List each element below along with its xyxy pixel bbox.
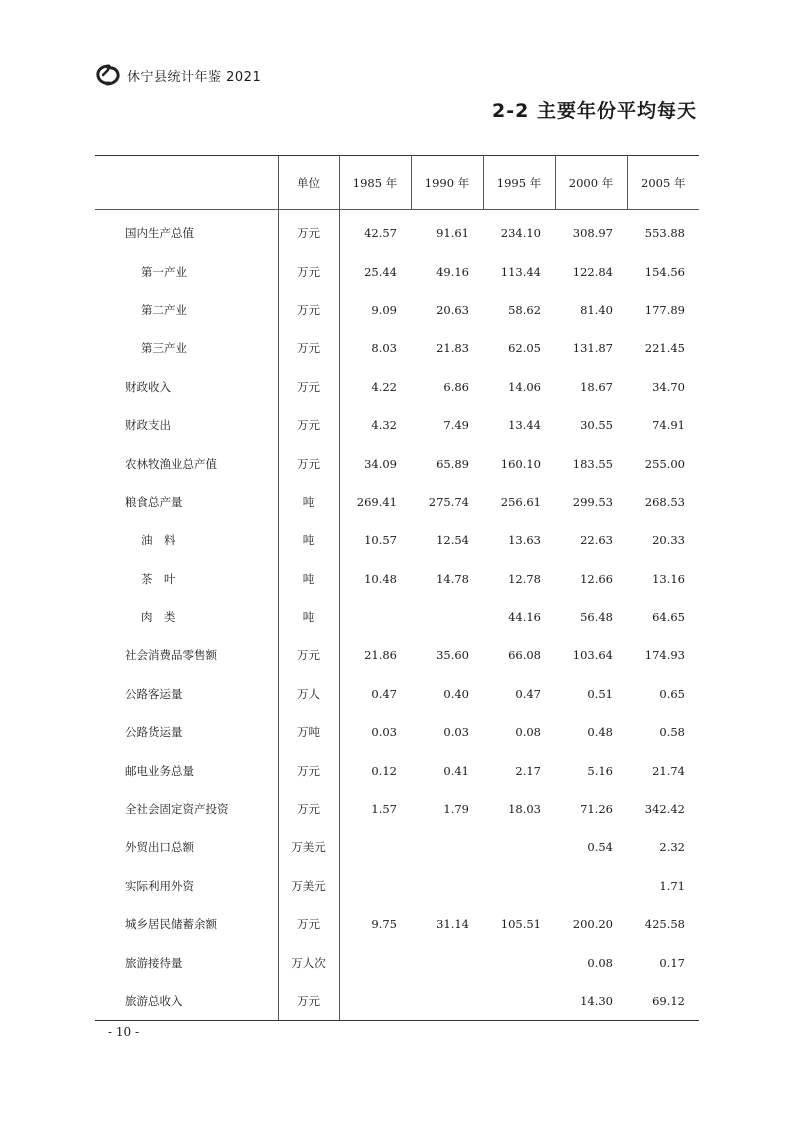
row-unit: 万元 <box>278 790 339 828</box>
value-cell: 0.65 <box>659 686 685 701</box>
value-cell: 13.44 <box>508 418 541 433</box>
value-cell: 1.57 <box>371 802 397 817</box>
value-cell: 14.78 <box>436 571 469 586</box>
value-cell: 25.44 <box>364 264 397 279</box>
row-label: 财政支出 <box>125 418 171 433</box>
value-cell: 31.14 <box>436 917 469 932</box>
value-cell: 65.89 <box>436 456 469 471</box>
value-cell: 18.67 <box>580 379 613 394</box>
value-cell: 0.47 <box>515 686 541 701</box>
row-label: 财政收入 <box>125 379 171 394</box>
row-unit: 万元 <box>278 905 339 943</box>
table-row <box>95 210 699 253</box>
value-cell: 9.09 <box>371 302 397 317</box>
value-cell: 269.41 <box>356 494 397 509</box>
row-label: 邮电业务总量 <box>125 763 194 778</box>
value-cell: 342.42 <box>644 802 685 817</box>
table-header-row <box>95 156 699 210</box>
row-unit: 万元 <box>278 368 339 406</box>
table-row <box>95 713 699 751</box>
value-cell: 49.16 <box>436 264 469 279</box>
value-cell: 9.75 <box>371 917 397 932</box>
value-cell: 0.51 <box>587 686 613 701</box>
row-label: 第一产业 <box>141 264 187 279</box>
value-cell: 0.41 <box>443 763 469 778</box>
value-cell: 69.12 <box>627 982 699 1021</box>
value-cell: 2.32 <box>659 840 685 855</box>
row-unit: 万人 <box>278 675 339 713</box>
value-cell: 308.97 <box>572 226 613 241</box>
value-cell: 34.70 <box>652 379 685 394</box>
value-cell: 0.47 <box>371 686 397 701</box>
value-cell: 6.86 <box>443 379 469 394</box>
value-cell: 177.89 <box>644 302 685 317</box>
yearbook-logo-icon <box>95 63 121 87</box>
value-cell <box>339 867 411 905</box>
row-label: 城乡居民储蓄余额 <box>125 917 217 932</box>
value-cell: 21.86 <box>364 648 397 663</box>
page-title: 2-2 主要年份平均每天 <box>492 100 697 122</box>
value-cell: 81.40 <box>580 302 613 317</box>
value-cell: 268.53 <box>644 494 685 509</box>
value-cell: 131.87 <box>572 341 613 356</box>
column-header-year: 1985 年 <box>339 156 411 210</box>
value-cell: 12.66 <box>580 571 613 586</box>
column-header-unit: 单位 <box>278 156 339 210</box>
table-row <box>95 560 699 598</box>
yearbook-header <box>95 62 261 88</box>
value-cell: 0.08 <box>515 725 541 740</box>
row-label: 国内生产总值 <box>125 226 194 241</box>
value-cell <box>339 598 411 636</box>
value-cell: 0.58 <box>659 725 685 740</box>
table-row <box>95 291 699 329</box>
value-cell: 0.54 <box>587 840 613 855</box>
table-row <box>95 675 699 713</box>
row-label: 公路客运量 <box>125 686 183 701</box>
value-cell: 122.84 <box>572 264 613 279</box>
row-label: 粮食总产量 <box>125 494 183 509</box>
value-cell: 1.71 <box>659 878 685 893</box>
table-row <box>95 483 699 521</box>
value-cell: 35.60 <box>436 648 469 663</box>
value-cell: 299.53 <box>572 494 613 509</box>
value-cell: 113.44 <box>500 264 541 279</box>
table-row <box>95 943 699 981</box>
row-unit: 万元 <box>278 210 339 253</box>
row-unit: 万元 <box>278 406 339 444</box>
value-cell: 275.74 <box>428 494 469 509</box>
value-cell: 42.57 <box>364 226 397 241</box>
value-cell: 30.55 <box>580 418 613 433</box>
row-unit: 万元 <box>278 982 339 1021</box>
row-unit: 万美元 <box>278 867 339 905</box>
value-cell: 0.03 <box>371 725 397 740</box>
row-label: 茶 叶 <box>141 571 176 586</box>
row-unit: 吨 <box>278 483 339 521</box>
row-label: 农林牧渔业总产值 <box>125 456 217 471</box>
row-label: 油 料 <box>141 533 176 548</box>
row-unit: 万元 <box>278 252 339 290</box>
value-cell <box>339 828 411 866</box>
value-cell <box>483 867 555 905</box>
row-unit: 万美元 <box>278 828 339 866</box>
value-cell: 62.05 <box>508 341 541 356</box>
table-row <box>95 252 699 290</box>
value-cell: 0.08 <box>587 955 613 970</box>
row-unit: 吨 <box>278 521 339 559</box>
page-number: - 10 - <box>108 1025 140 1039</box>
row-label: 第二产业 <box>141 302 187 317</box>
value-cell: 22.63 <box>580 533 613 548</box>
table-body <box>95 210 699 1021</box>
column-header-item <box>95 156 278 210</box>
row-unit: 万人次 <box>278 943 339 981</box>
row-unit: 吨 <box>278 560 339 598</box>
table-row <box>95 406 699 444</box>
value-cell <box>411 867 483 905</box>
row-unit: 万元 <box>278 329 339 367</box>
value-cell: 34.09 <box>364 456 397 471</box>
row-label: 第三产业 <box>141 341 187 356</box>
value-cell: 20.63 <box>436 302 469 317</box>
value-cell: 103.64 <box>572 648 613 663</box>
value-cell: 0.12 <box>371 763 397 778</box>
row-unit: 万吨 <box>278 713 339 751</box>
value-cell <box>483 943 555 981</box>
value-cell: 58.62 <box>508 302 541 317</box>
column-header-year: 2005 年 <box>627 156 699 210</box>
value-cell: 66.08 <box>508 648 541 663</box>
row-label: 外贸出口总额 <box>125 840 194 855</box>
table-row <box>95 751 699 789</box>
value-cell: 13.63 <box>508 533 541 548</box>
column-header-year: 2000 年 <box>555 156 627 210</box>
value-cell <box>555 867 627 905</box>
value-cell: 14.06 <box>508 379 541 394</box>
value-cell: 154.56 <box>644 264 685 279</box>
value-cell: 105.51 <box>500 917 541 932</box>
value-cell: 14.30 <box>555 982 627 1021</box>
value-cell: 20.33 <box>652 533 685 548</box>
value-cell: 0.48 <box>587 725 613 740</box>
row-label: 社会消费品零售额 <box>125 648 217 663</box>
column-header-year: 1990 年 <box>411 156 483 210</box>
table-row <box>95 790 699 828</box>
value-cell: 4.32 <box>371 418 397 433</box>
value-cell: 12.54 <box>436 533 469 548</box>
row-unit: 万元 <box>278 636 339 674</box>
table-row <box>95 982 699 1021</box>
table-row <box>95 636 699 674</box>
row-label: 旅游接待量 <box>125 955 183 970</box>
table-row <box>95 867 699 905</box>
row-label: 肉 类 <box>141 610 176 625</box>
value-cell: 255.00 <box>644 456 685 471</box>
value-cell <box>339 943 411 981</box>
value-cell: 425.58 <box>644 917 685 932</box>
value-cell: 8.03 <box>371 341 397 356</box>
table-row <box>95 444 699 482</box>
value-cell: 2.17 <box>515 763 541 778</box>
value-cell: 0.17 <box>659 955 685 970</box>
value-cell: 4.22 <box>371 379 397 394</box>
value-cell <box>411 982 483 1021</box>
value-cell: 44.16 <box>508 610 541 625</box>
value-cell <box>483 828 555 866</box>
yearbook-title: 休宁县统计年鉴 2021 <box>127 69 262 85</box>
value-cell: 5.16 <box>587 763 613 778</box>
value-cell: 7.49 <box>443 418 469 433</box>
value-cell: 10.48 <box>364 571 397 586</box>
value-cell: 13.16 <box>652 571 685 586</box>
row-label: 旅游总收入 <box>95 982 278 1021</box>
value-cell: 160.10 <box>500 456 541 471</box>
row-unit: 吨 <box>278 598 339 636</box>
value-cell: 21.74 <box>652 763 685 778</box>
row-label: 公路货运量 <box>125 725 183 740</box>
value-cell: 21.83 <box>436 341 469 356</box>
value-cell: 1.79 <box>443 802 469 817</box>
row-unit: 万元 <box>278 444 339 482</box>
value-cell: 221.45 <box>644 341 685 356</box>
value-cell: 91.61 <box>436 226 469 241</box>
column-header-year: 1995 年 <box>483 156 555 210</box>
table-row <box>95 368 699 406</box>
value-cell <box>411 598 483 636</box>
table-row <box>95 828 699 866</box>
table-row <box>95 598 699 636</box>
value-cell: 0.03 <box>443 725 469 740</box>
value-cell: 0.40 <box>443 686 469 701</box>
table-row <box>95 905 699 943</box>
row-unit: 万元 <box>278 751 339 789</box>
value-cell: 64.65 <box>652 610 685 625</box>
value-cell <box>411 828 483 866</box>
table-row <box>95 329 699 367</box>
value-cell: 183.55 <box>572 456 613 471</box>
value-cell: 56.48 <box>580 610 613 625</box>
table-row <box>95 521 699 559</box>
row-unit: 万元 <box>278 291 339 329</box>
value-cell: 12.78 <box>508 571 541 586</box>
value-cell: 200.20 <box>572 917 613 932</box>
value-cell: 256.61 <box>500 494 541 509</box>
value-cell <box>483 982 555 1021</box>
value-cell <box>339 982 411 1021</box>
statistics-table <box>95 155 699 1021</box>
value-cell: 174.93 <box>644 648 685 663</box>
value-cell: 234.10 <box>500 226 541 241</box>
value-cell: 553.88 <box>644 226 685 241</box>
value-cell: 71.26 <box>580 802 613 817</box>
value-cell <box>411 943 483 981</box>
value-cell: 10.57 <box>364 533 397 548</box>
row-label: 全社会固定资产投资 <box>125 802 229 817</box>
value-cell: 74.91 <box>652 418 685 433</box>
value-cell: 18.03 <box>508 802 541 817</box>
row-label: 实际利用外资 <box>125 878 194 893</box>
